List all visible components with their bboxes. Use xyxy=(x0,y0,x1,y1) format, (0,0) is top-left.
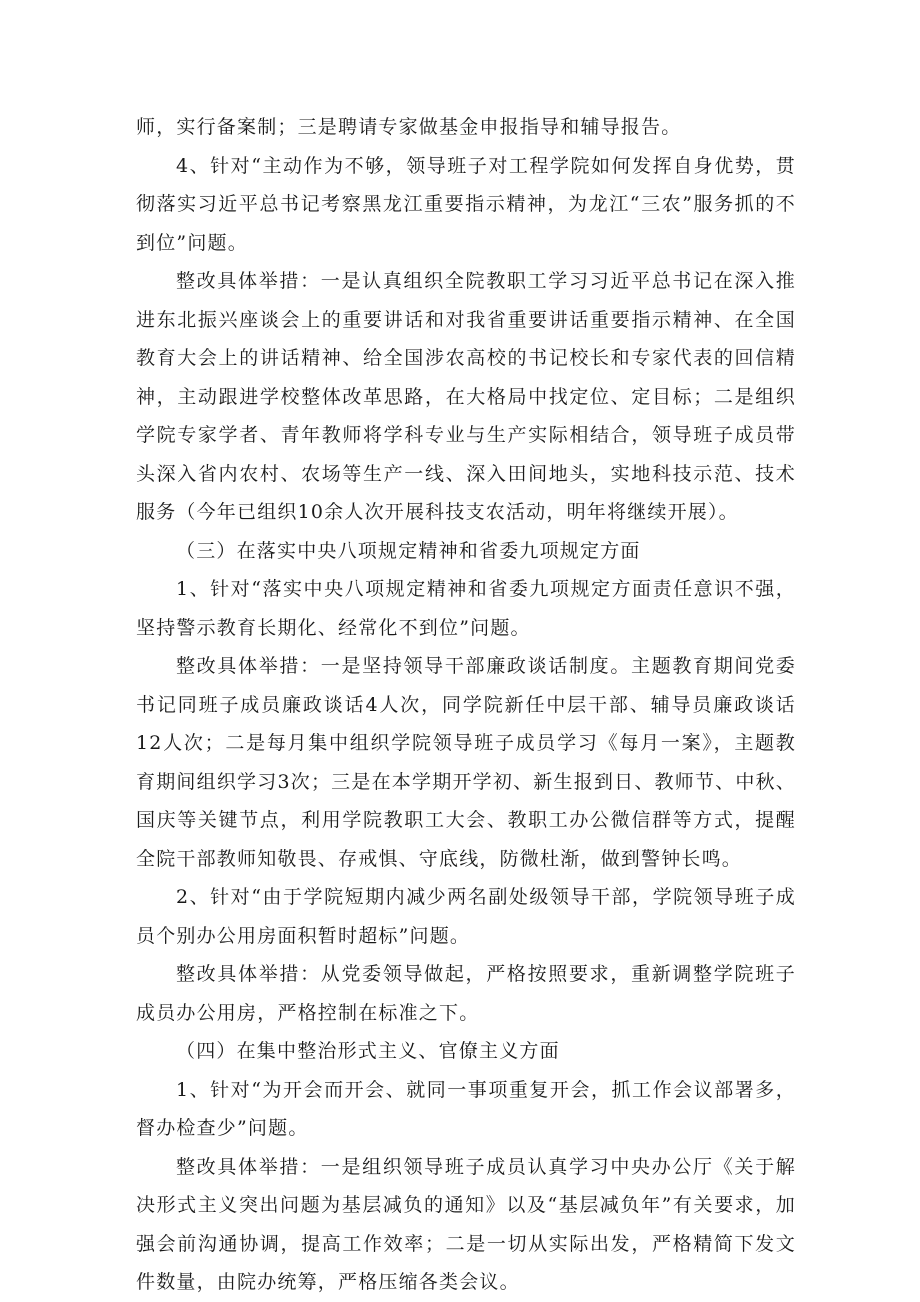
paragraph-continuation: 师，实行备案制；三是聘请专家做基金申报指导和辅导报告。 xyxy=(136,116,682,138)
paragraph-item-3-1: 1、针对“落实中央八项规定精神和省委九项规定方面责任意识不强，坚持警示教育长期化、经常化不到位”问题。 xyxy=(136,578,796,639)
section-heading-4: （四）在集中整治形式主义、官僚主义方面 xyxy=(176,1040,560,1062)
paragraph-measures-4-1: 整改具体举措：一是组织领导班子成员认真学习中央办公厅《关于解决形式主义突出问题为基层减负的通知》以及“基层减负年”有关要求，加强会前沟通协调，提高工作效率；二是一切从实际出发，严格精简下发文件数量，由院办统筹，严格压缩各类会议。 xyxy=(136,1155,796,1293)
paragraph-item-3-2: 2、针对“由于学院短期内减少两名副处级领导干部，学院领导班子成员个别办公用房面积暂时超标”问题。 xyxy=(136,886,796,947)
paragraph-item-4-1: 1、针对“为开会而开会、就同一事项重复开会，抓工作会议部署多，督办检查少”问题。 xyxy=(136,1078,796,1139)
section-heading-3: （三）在落实中央八项规定精神和省委九项规定方面 xyxy=(176,539,641,562)
paragraph-measures-4: 整改具体举措：一是认真组织全院教职工学习习近平总书记在深入推进东北振兴座谈会上的重要讲话和对我省重要讲话重要指示精神、在全国教育大会上的讲话精神、给全国涉农高校的书记校长和专家代表的回信精神，主动跟进学校整体改革思路，在大格局中找定位、定目标；二是组织学院专家学者、青年教师将学科专业与生产实际相结合，领导班子成员带头深入省内农村、农场等生产一线、深入田间地头，实地科技示范、技术服务（今年已组织10余人次开展科技支农活动，明年将继续开展）。 xyxy=(136,270,796,523)
paragraph-measures-3-2: 整改具体举措：从党委领导做起，严格按照要求，重新调整学院班子成员办公用房，严格控制在标准之下。 xyxy=(136,963,796,1024)
paragraph-item-4: 4、针对“主动作为不够，领导班子对工程学院如何发挥自身优势，贯彻落实习近平总书记考察黑龙江重要指示精神，为龙江“三农”服务抓的不到位”问题。 xyxy=(136,154,796,254)
document-body xyxy=(136,108,796,1302)
paragraph-measures-3-1: 整改具体举措：一是坚持领导干部廉政谈话制度。主题教育期间党委书记同班子成员廉政谈话4人次，同学院新任中层干部、辅导员廉政谈话12人次；二是每月集中组织学院领导班子成员学习《每月一案》，主题教育期间组织学习3次；三是在本学期开学初、新生报到日、教师节、中秋、国庆等关键节点，利用学院教职工大会、教职工办公微信群等方式，提醒全院干部教师知敬畏、存戒惧、守底线，防微杜渐，做到警钟长鸣。 xyxy=(136,655,796,870)
